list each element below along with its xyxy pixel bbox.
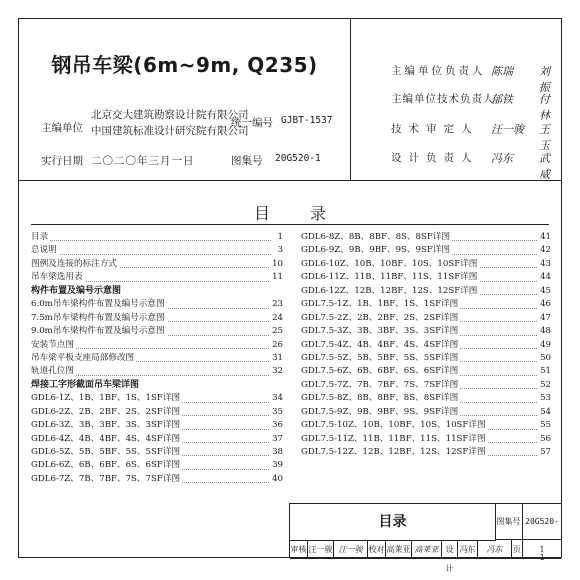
signature-role: 主编单位负责人 xyxy=(391,65,486,77)
date-value: 二〇二〇年三月一日 xyxy=(91,155,195,167)
toc-entry[interactable] xyxy=(31,231,283,244)
toc-entry-title: GDL7.5-9Z、9B、9BF、9S、9SF详图 xyxy=(301,406,460,419)
toc-entry-page: 37 xyxy=(270,433,283,446)
toc-entry-title: GDL7.5-5Z、5B、5BF、5S、5SF详图 xyxy=(301,352,460,365)
toc-entry[interactable] xyxy=(301,285,551,298)
code-value: GJBT-1537 xyxy=(281,115,333,126)
toc-entry[interactable] xyxy=(31,244,283,257)
toc-entry-title: GDL6-2Z、2B、2BF、2S、2SF详图 xyxy=(31,406,182,419)
toc-entry[interactable] xyxy=(31,446,283,459)
date-label: 实行日期 xyxy=(41,155,83,167)
toc-entry[interactable] xyxy=(301,271,551,284)
atlas-title: 钢吊车梁(6m~9m, Q235) xyxy=(51,53,318,77)
toc-entry-title: 总说明 xyxy=(31,244,59,257)
toc-entry[interactable] xyxy=(301,325,551,338)
editor-unit-2: 中国建筑标准设计研究院有限公司 xyxy=(91,125,249,137)
toc-section-heading xyxy=(31,379,283,392)
signature-name: 郁铁 xyxy=(491,93,513,106)
toc-entry-title: GDL6-8Z、8B、8BF、8S、8SF详图 xyxy=(301,231,452,244)
toc-entry[interactable] xyxy=(301,231,551,244)
signature-name: 汪一骏 xyxy=(491,123,524,136)
toc-entry[interactable] xyxy=(31,352,283,365)
toc-entry-title: 7.5m吊车梁构件布置及编号示意图 xyxy=(31,312,167,325)
toc-divider xyxy=(31,224,549,225)
toc-entry-title: 9.0m吊车梁构件布置及编号示意图 xyxy=(31,325,167,338)
toc-entry-title: GDL6-4Z、4B、4BF、4S、4SF详图 xyxy=(31,433,182,446)
toc-entry-title: GDL7.5-3Z、3B、3BF、3S、3SF详图 xyxy=(301,325,460,338)
toc-leader-dots xyxy=(31,254,271,255)
toc-entry-title: GDL7.5-6Z、6B、6BF、6S、6SF详图 xyxy=(301,365,460,378)
signature-role: 设计负责人 xyxy=(391,152,479,164)
toc-entry[interactable] xyxy=(301,365,551,378)
toc-entry-page: 36 xyxy=(270,419,283,432)
toc-entry-title: 构件布置及编号示意图 xyxy=(31,285,123,298)
toc-heading: 目录 xyxy=(253,204,366,223)
toc-entry-page: 38 xyxy=(270,446,283,459)
toc-section-heading xyxy=(31,285,283,298)
toc-right-column xyxy=(301,231,551,459)
signature-name: 陈瑞 xyxy=(491,65,513,78)
toc-entry-page: 34 xyxy=(270,392,283,405)
toc-entry-page: 11 xyxy=(270,271,283,284)
toc-entry-page: 55 xyxy=(538,419,551,432)
toc-entry-page: 43 xyxy=(538,258,551,271)
check-signature: 高莱亚 xyxy=(412,540,442,559)
toc-entry[interactable] xyxy=(31,258,283,271)
toc-entry-page: 23 xyxy=(270,298,283,311)
review-label: 审核 xyxy=(290,540,308,559)
design-name: 冯东 xyxy=(458,540,478,559)
title-block xyxy=(289,503,561,573)
toc-entry[interactable] xyxy=(301,419,551,432)
toc-entry[interactable] xyxy=(301,298,551,311)
toc-entry-title: 目录 xyxy=(31,231,50,244)
toc-entry-title: GDL6-1Z、1B、1BF、1S、1SF详图 xyxy=(31,392,182,405)
toc-entry-page: 32 xyxy=(270,365,283,378)
toc-entry-title: 轨道孔位图 xyxy=(31,365,76,378)
atlas-value: 20G520-1 xyxy=(275,153,321,164)
toc-entry[interactable] xyxy=(301,339,551,352)
editor-label: 主编单位 xyxy=(41,122,83,134)
toc-entry[interactable] xyxy=(31,312,283,325)
toc-entry-page: 41 xyxy=(538,231,551,244)
toc-entry-title: GDL7.5-10Z、10B、10BF、10S、10SF详图 xyxy=(301,419,488,432)
page-value: 1 xyxy=(523,540,561,559)
toc-entry-title: GDL6-9Z、9B、9BF、9S、9SF详图 xyxy=(301,244,452,257)
toc-entry-title: GDL7.5-8Z、8B、8BF、8S、8SF详图 xyxy=(301,392,460,405)
signature-panel xyxy=(351,19,561,181)
toc-entry-page: 40 xyxy=(270,473,283,486)
signature-row xyxy=(391,91,551,122)
toc-entry-title: GDL7.5-1Z、1B、1BF、1S、1SF详图 xyxy=(301,298,460,311)
code-label: 统一编号 xyxy=(231,117,273,129)
title-block-name: 目录 xyxy=(290,504,496,541)
toc-entry-title: GDL7.5-2Z、2B、2BF、2S、2SF详图 xyxy=(301,312,460,325)
signature-row xyxy=(391,121,551,152)
toc-entry-title: GDL7.5-4Z、4B、4BF、4S、4SF详图 xyxy=(301,339,460,352)
design-label: 设计 xyxy=(442,540,458,559)
toc-entry-title: 焊接工字形截面吊车梁详图 xyxy=(31,379,141,392)
toc-entry-title: GDL6-3Z、3B、3BF、3S、3SF详图 xyxy=(31,419,182,432)
signature-name: 王玉 xyxy=(539,123,550,152)
toc-entry-page: 54 xyxy=(538,406,551,419)
toc-entry[interactable] xyxy=(31,339,283,352)
toc-entry-title: 吊车梁选用表 xyxy=(31,271,85,284)
toc-entry-page: 35 xyxy=(270,406,283,419)
review-name: 汪一骏 xyxy=(308,540,334,559)
toc-entry-title: GDL6-11Z、11B、11BF、11S、11SF详图 xyxy=(301,271,479,284)
toc-entry-page: 26 xyxy=(270,339,283,352)
toc-entry-page: 53 xyxy=(538,392,551,405)
toc-entry[interactable] xyxy=(301,406,551,419)
toc-entry-title: 6.0m吊车梁构件布置及编号示意图 xyxy=(31,298,167,311)
check-name: 高莱亚 xyxy=(386,540,412,559)
toc-entry[interactable] xyxy=(301,312,551,325)
toc-entry-page: 51 xyxy=(538,365,551,378)
toc-entry[interactable] xyxy=(31,433,283,446)
toc-entry-title: GDL7.5-12Z、12B、12BF、12S、12SF详图 xyxy=(301,446,488,459)
toc-entry-page: 10 xyxy=(270,258,283,271)
toc-entry-page: 3 xyxy=(276,244,283,257)
signature-row xyxy=(391,150,551,181)
toc-entry-page: 47 xyxy=(538,312,551,325)
toc-entry[interactable] xyxy=(31,365,283,378)
signature-role: 技术审定人 xyxy=(391,123,479,135)
toc-entry-title: 吊车梁平板支座局部修改图 xyxy=(31,352,136,365)
toc-leader-dots xyxy=(31,240,271,241)
signature-name: 武威 xyxy=(539,152,550,181)
toc-entry-title: GDL6-5Z、5B、5BF、5S、5SF详图 xyxy=(31,446,182,459)
toc-entry[interactable] xyxy=(301,352,551,365)
toc-entry-title: GDL6-12Z、12B、12BF、12S、12SF详图 xyxy=(301,285,479,298)
toc-entry[interactable] xyxy=(31,325,283,338)
toc-entry-page: 31 xyxy=(270,352,283,365)
toc-entry[interactable] xyxy=(31,406,283,419)
editor-unit-1: 北京交大建筑勘察设计院有限公司 xyxy=(91,109,249,121)
toc-entry-page: 49 xyxy=(538,339,551,352)
toc-entry[interactable] xyxy=(301,392,551,405)
atlas-label: 图集号 xyxy=(231,155,263,167)
title-block-atlas-value: 20G520-1 xyxy=(523,504,561,540)
toc-entry-page: 45 xyxy=(538,285,551,298)
toc-entry[interactable] xyxy=(301,433,551,446)
toc-entry-page: 57 xyxy=(538,446,551,459)
title-block-atlas-label: 图集号 xyxy=(495,504,523,540)
toc-entry-page: 48 xyxy=(538,325,551,338)
signature-name: 冯东 xyxy=(491,152,513,165)
toc-entry-title: GDL7.5-11Z、11B、11BF、11S、11SF详图 xyxy=(301,433,488,446)
toc-entry-title: GDL7.5-7Z、7B、7BF、7S、7SF详图 xyxy=(301,379,460,392)
toc-entry-page: 52 xyxy=(538,379,551,392)
toc-entry-page: 39 xyxy=(270,459,283,472)
toc-entry[interactable] xyxy=(301,258,551,271)
toc-entry[interactable] xyxy=(31,473,283,486)
toc-entry-page: 42 xyxy=(538,244,551,257)
toc-entry[interactable] xyxy=(31,271,283,284)
toc-entry[interactable] xyxy=(31,419,283,432)
toc-entry-page: 50 xyxy=(538,352,551,365)
signature-role: 主编单位技术负责人 xyxy=(391,93,495,105)
toc-entry-page: 24 xyxy=(270,312,283,325)
toc-entry-title: 图例及连接的标注方式 xyxy=(31,258,119,271)
signature-name: 刘振 xyxy=(539,65,550,94)
toc-entry-title: GDL6-10Z、10B、10BF、10S、10SF详图 xyxy=(301,258,479,271)
toc-left-column xyxy=(31,231,283,486)
toc-entry-page: 25 xyxy=(270,325,283,338)
drawing-frame xyxy=(18,18,562,573)
toc-entry[interactable] xyxy=(31,459,283,472)
toc-entry-title: GDL6-7Z、7B、7BF、7S、7SF详图 xyxy=(31,473,182,486)
toc-entry-title: GDL6-6Z、6B、6BF、6S、6SF详图 xyxy=(31,459,182,472)
toc-entry[interactable] xyxy=(301,244,551,257)
toc-entry[interactable] xyxy=(301,446,551,459)
toc-entry-page: 56 xyxy=(538,433,551,446)
toc-entry-title: 安装节点图 xyxy=(31,339,76,352)
signature-row xyxy=(391,63,551,94)
toc-entry[interactable] xyxy=(31,298,283,311)
review-signature: 汪一骏 xyxy=(334,540,368,559)
toc-entry-page: 44 xyxy=(538,271,551,284)
toc-entry[interactable] xyxy=(301,379,551,392)
page-label: 页 xyxy=(512,540,523,559)
header-info-panel xyxy=(19,19,351,181)
check-label: 校对 xyxy=(368,540,386,559)
signature-name: 付林 xyxy=(539,93,550,122)
toc-entry-page: 46 xyxy=(538,298,551,311)
design-signature: 冯东 xyxy=(478,540,512,559)
toc-entry[interactable] xyxy=(31,392,283,405)
toc-entry-page: 1 xyxy=(276,231,283,244)
